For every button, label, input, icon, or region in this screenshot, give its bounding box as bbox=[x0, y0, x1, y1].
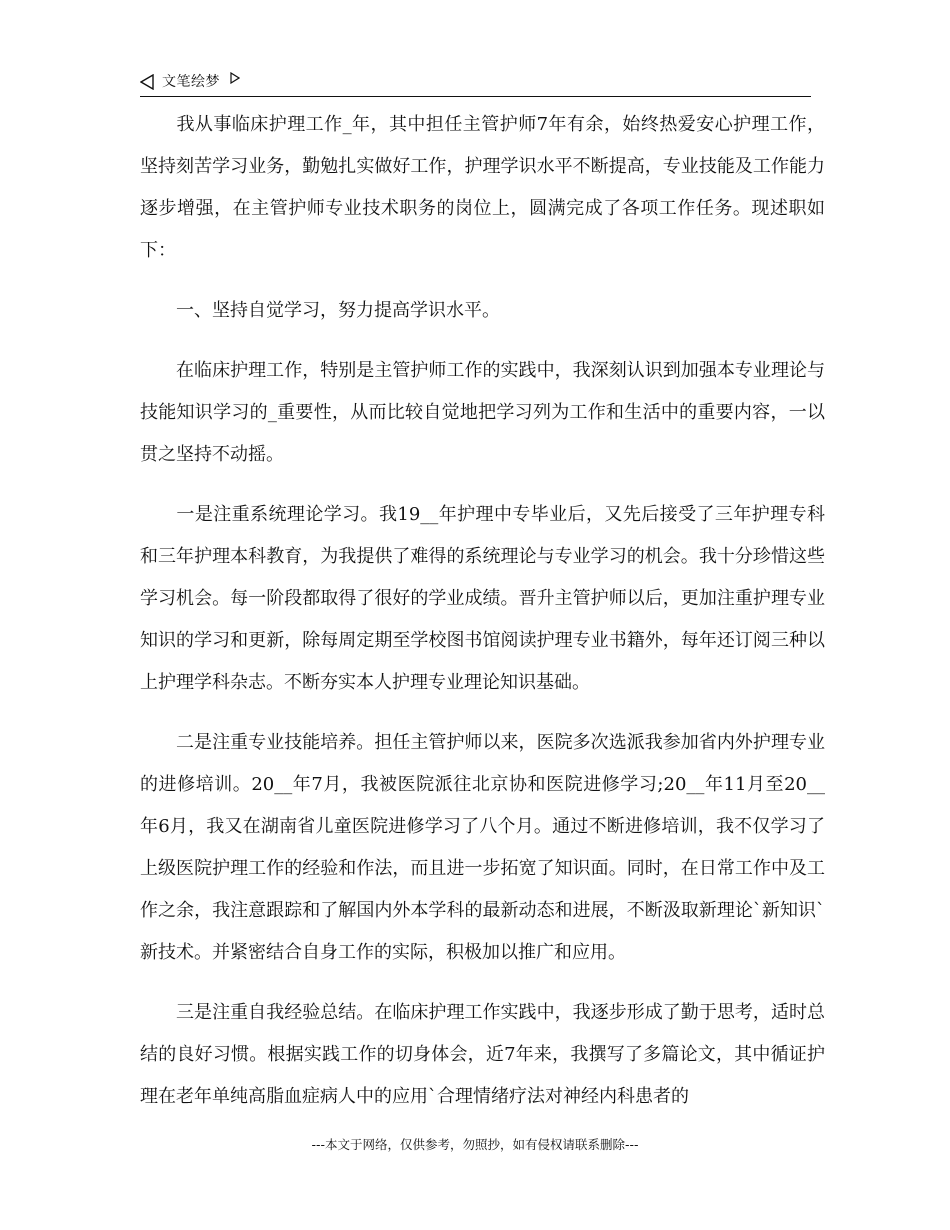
paragraph-text: 三是注重自我经验总结。在临床护理工作实践中，我逐步形成了勤于思考，适时总结的良好习惯。根据实践工作的切身体会，近7年来，我撰写了多篇论文，其中循证护理在老年单纯高脂血症病人中的应用`合理情绪疗法对神经内科患者的 bbox=[140, 1002, 825, 1107]
section-heading bbox=[140, 290, 825, 332]
footer-notice: ---本文于网络，仅供参考，勿照抄，如有侵权请联系删除--- bbox=[311, 1137, 639, 1152]
paragraph-text: 我从事临床护理工作_年，其中担任主管护师7年有余，始终热爱安心护理工作，坚持刻苦学习业务，勤勉扎实做好工作，护理学识水平不断提高，专业技能及工作能力逐步增强，在主管护师专业技术职务的岗位上，圆满完成了各项工作任务。现述职如下： bbox=[140, 114, 825, 261]
paragraph-intro bbox=[140, 104, 825, 272]
paragraph-importance bbox=[140, 350, 825, 476]
paragraph-text: 一是注重系统理论学习。我19__年护理中专毕业后，又先后接受了三年护理专科和三年护理本科教育，为我提供了难得的系统理论与专业学习的机会。我十分珍惜这些学习机会。每一阶段都取得了很好的学业成绩。晋升主管护师以后，更加注重护理专业知识的学习和更新，除每周定期至学校图书馆阅读护理专业书籍外，每年还订阅三种以上护理学科杂志。不断夯实本人护理专业理论知识基础。 bbox=[140, 504, 825, 693]
triangle-right-icon bbox=[230, 72, 240, 84]
paragraph-skill-training bbox=[140, 722, 825, 974]
document-body bbox=[140, 104, 825, 1118]
paragraph-text: 二是注重专业技能培养。担任主管护师以来，医院多次选派我参加省内外护理专业的进修培训。20__年7月，我被医院派往北京协和医院进修学习;20__年11月至20__年6月，我又在湖南省儿童医院进修学习了八个月。通过不断进修培训，我不仅学习了上级医院护理工作的经验和作法，而且进一步拓宽了知识面。同时，在日常工作中及工作之余，我注意跟踪和了解国内外本学科的最新动态和进展，不断汲取新理论`新知识`新技术。并紧密结合自身工作的实际，积极加以推广和应用。 bbox=[140, 732, 825, 963]
triangle-left-icon bbox=[140, 74, 154, 90]
page-header bbox=[140, 70, 811, 97]
header-brand: 文笔绘梦 bbox=[162, 74, 220, 90]
paragraph-text: 一、坚持自觉学习，努力提高学识水平。 bbox=[176, 300, 500, 321]
paragraph-theory-study bbox=[140, 494, 825, 704]
paragraph-experience-summary bbox=[140, 992, 825, 1118]
paragraph-text: 在临床护理工作，特别是主管护师工作的实践中，我深刻认识到加强本专业理论与技能知识学习的_重要性，从而比较自觉地把学习列为工作和生活中的重要内容，一以贯之坚持不动摇。 bbox=[140, 360, 825, 465]
